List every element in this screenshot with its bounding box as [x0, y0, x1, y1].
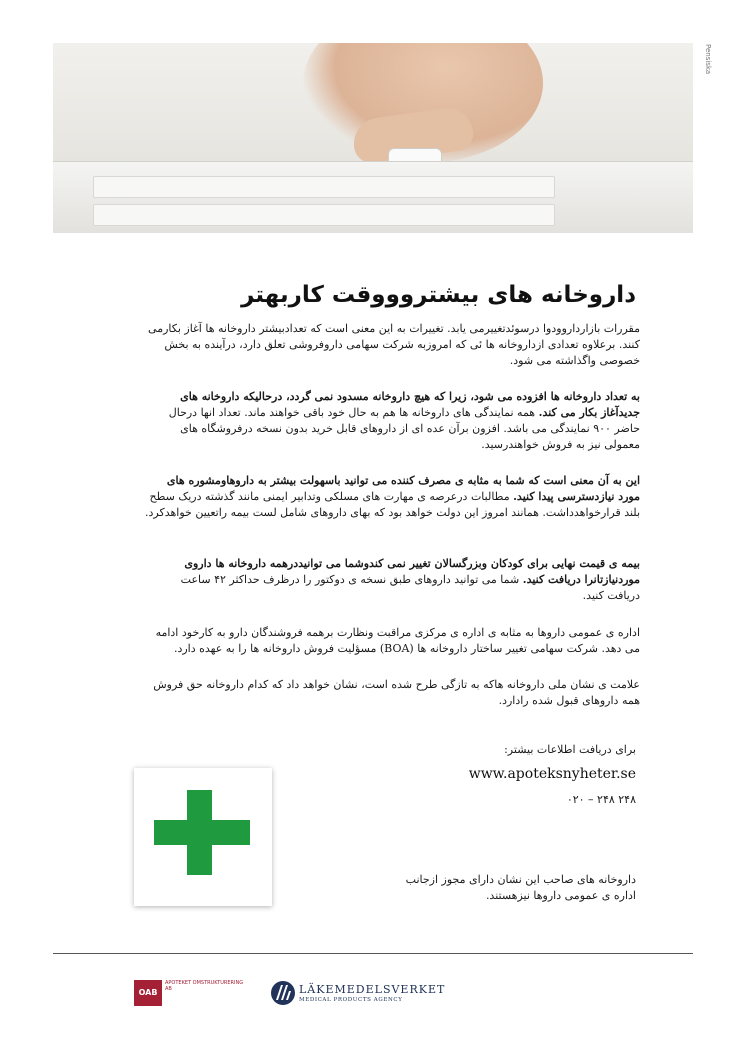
- page-title: داروخانه های بیشتروووقت کاربهتر: [241, 282, 636, 308]
- paragraph-agency: [145, 625, 640, 657]
- paragraph-intro: [145, 321, 640, 369]
- paragraph-more-pharmacies: [145, 389, 640, 453]
- paragraph-text: مقررات بازارداروودوا درسوئدتغییرمی یابد. تغییرات به این معنی است که تعدادبیشتر داروخانه ها آغاز بکارمی کنند. برعلاوه تعدادی ازداروخانه ها ئی که امروزبه شرکت سهامی داروفروشی تعلق دارد، درآینده به بخش خصوصی واگذاشته می شود.: [148, 322, 640, 367]
- photo-credit: Pensiska: [704, 44, 712, 75]
- paragraph-lead: بیمه ی قیمت نهایی برای کودکان وبزرگسالان تغییر نمی کندوشما می توانیددرهمه داروخانه ها داروی موردنیازتانرا دریافت کنید.: [184, 557, 640, 586]
- oab-logo-mark: OAB: [134, 980, 162, 1006]
- hero-photo: [53, 43, 693, 233]
- footer-divider: [53, 953, 693, 954]
- oab-logo: [134, 978, 244, 1008]
- paragraph-consumer-access: [145, 473, 640, 521]
- paragraph-text: شما می توانید داروهای طبق نسخه ی دوکتور را درظرف حداکثر ۴۲ ساعت دریافت کنید.: [180, 573, 640, 602]
- apotek-logo-card: [134, 768, 272, 906]
- drawer: [93, 204, 555, 226]
- paragraph-text: اداره ی عمومی داروها به مثابه ی اداره ی مرکزی مراقبت ونظارت برهمه فروشندگان دارو به کارخود ادامه می دهد. شرکت سهامی تغییر ساختار داروخانه ها (BOA) مسؤلیت فروش داروخانه ها را به عهده دارد.: [155, 626, 640, 655]
- cabinet: [53, 161, 693, 233]
- paragraph-content: [145, 556, 640, 604]
- paragraph-lead: این به آن معنی است که شما به مثابه ی مصرف کننده می توانید باسهولت بیشتر به داروهاومشوره های مورد نیازدسترسی پیدا کنید.: [166, 474, 640, 503]
- license-note: داروخانه های صاحب این نشان دارای مجوز ازجانب اداره ی عمومی داروها نیزهستند.: [405, 873, 636, 902]
- paragraph-lead: به تعداد داروخانه ها افزوده می شود، زیرا که هیچ داروخانه مسدود نمی گردد، درحالیکه داروخانه های جدیدآغاز بکار می کند.: [180, 390, 640, 419]
- paragraph-text: مطالبات درعرصه ی مهارت های مسلکی وتدابیر ایمنی مانند گذشته دریک سطح بلند قرارخواهدداشت. همانند امروز این دولت خواهد بود که بهای داروهای شامل لست بیمه راتعیین خواهدکرد.: [145, 490, 640, 519]
- paragraph-insurance: [145, 556, 640, 604]
- lakemedelsverket-emblem-icon: [270, 980, 296, 1006]
- paragraph-national-symbol: [145, 677, 640, 709]
- paragraph-content: [145, 389, 640, 453]
- paragraph-text: همه نمایندگی های داروخانه ها هم به حال خود باقی خواهند ماند. تعداد انها درحال حاضر ۹۰۰ نمایندگی می باشد. افزون برآن عده ای از داروهای قابل خرید بدون نسخه درفروشگاه های معمولی نیز به فروش خواهندرسید.: [168, 406, 640, 451]
- paragraph-text: علامت ی نشان ملی داروخانه هاکه به تازگی طرح شده است، نشان خواهد داد که کدام داروخانه حق فروش همه داروهای قبول شده رادارد.: [153, 678, 640, 707]
- paragraph-content: [145, 473, 640, 521]
- oab-logo-text: APOTEKET OMSTRUKTURERING AB: [165, 980, 244, 992]
- apotek-cross-icon: [134, 768, 272, 906]
- contact-url[interactable]: www.apoteksnyheter.se: [468, 766, 636, 782]
- contact-phone: ۰۲۰ – ۲۴۸ ۲۴۸: [566, 793, 636, 806]
- lakemedelsverket-name: LÄKEMEDELSVERKET: [299, 983, 446, 996]
- lakemedelsverket-subtitle: MEDICAL PRODUCTS AGENCY: [299, 997, 403, 1003]
- lakemedelsverket-logo: [270, 978, 450, 1008]
- drawer: [93, 176, 555, 198]
- contact-label: برای دریافت اطلاعات بیشتر:: [504, 743, 636, 756]
- apotek-logo-text: Apotek: [218, 856, 252, 866]
